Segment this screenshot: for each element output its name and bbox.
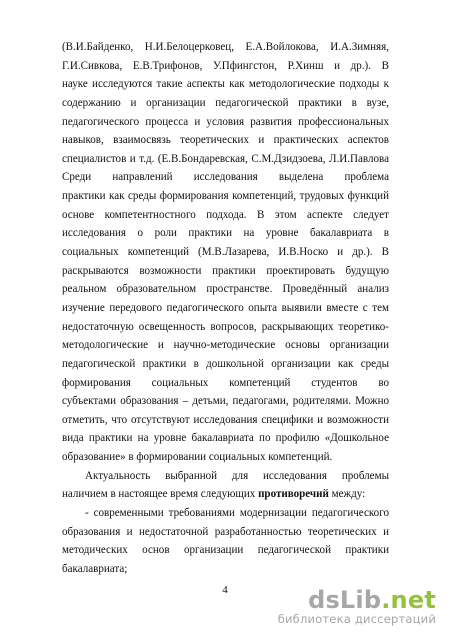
text-line: вида практики на уровне бакалавриата по профилю «Дошкольное (62, 432, 389, 445)
text-line: образования и недостаточной разработанностью теоретических и (62, 525, 389, 538)
text-line: социальных компетенций (М.В.Лазарева, И.В.Носко и др.). В (62, 246, 389, 259)
text-line: содержанию и организации педагогической практики в вузе, (62, 96, 389, 109)
text-line: науке исследуются такие аспекты как методологические подходы к (62, 78, 389, 91)
text-line: педагогической практики в дошкольной организации как среды (62, 357, 389, 370)
emphasized-term: противоречий (258, 488, 329, 501)
text-line (62, 485, 389, 504)
text-line: отметить, что отсутствуют исследования специфики и возможности (62, 413, 389, 426)
text-line: навыков, взаимосвязь теоретических и практических аспектов (62, 134, 389, 147)
text-line: формирования социальных компетенций студентов во (62, 376, 389, 389)
body-text (62, 38, 389, 579)
text-line: - современными требованиями модернизации педагогического (85, 507, 389, 520)
text-line: субъектами образования – детьми, педагогами, родителями. Можно (62, 395, 389, 408)
text-line: бакалавриата; (62, 562, 128, 575)
watermark (278, 588, 436, 626)
text-line: практики как среды формирования компетенций, трудовых функций (62, 190, 389, 203)
text-line: Актуальность выбранной для исследования проблемы (85, 469, 389, 482)
text-line: исследования о роли практики на уровне бакалавриата в (62, 227, 389, 240)
text-line: (В.И.Байденко, Н.И.Белоцерковец, Е.А.Войлокова, И.А.Зимняя, (62, 41, 389, 53)
watermark-logo (278, 588, 436, 612)
watermark-logo-main: dsLib (308, 586, 382, 614)
text-line: реальном образовательном пространстве. Проведённый анализ (62, 283, 389, 296)
text-line: образование» в формировании социальных компетенций. (62, 451, 333, 464)
watermark-logo-tld: .net (381, 586, 436, 614)
text-line: изучение передового педагогического опыта выявили вместе с тем (62, 301, 389, 314)
text-line: методических основ организации педагогической практики (62, 544, 389, 557)
text-line: специалистов и т.д. (Е.В.Бондаревская, С.М.Дзидзоева, Л.И.Павлова (62, 152, 389, 165)
text-line: раскрываются возможности практики проектировать будущую (62, 264, 389, 277)
page-number: 4 (222, 584, 228, 596)
text-line: недостаточную освещенность вопросов, раскрывающих теоретико- (62, 320, 389, 333)
watermark-tagline: библиотека диссертаций (277, 612, 436, 626)
text-line: педагогического процесса и условия развития профессиональных (62, 115, 389, 128)
text-line: Среди направлений исследования выделена проблема (62, 171, 389, 184)
text-run: наличием в настоящее время следующих (62, 488, 259, 501)
text-line: методологические и научно-методические основы организации (62, 339, 389, 352)
text-run: между: (328, 488, 366, 501)
text-line: основе компетентностного подхода. В этом аспекте следует (62, 208, 389, 221)
text-line: Г.И.Сивкова, Е.В.Трифонов, У.Пфингстон, Р.Хинш и др.). В (62, 59, 389, 72)
